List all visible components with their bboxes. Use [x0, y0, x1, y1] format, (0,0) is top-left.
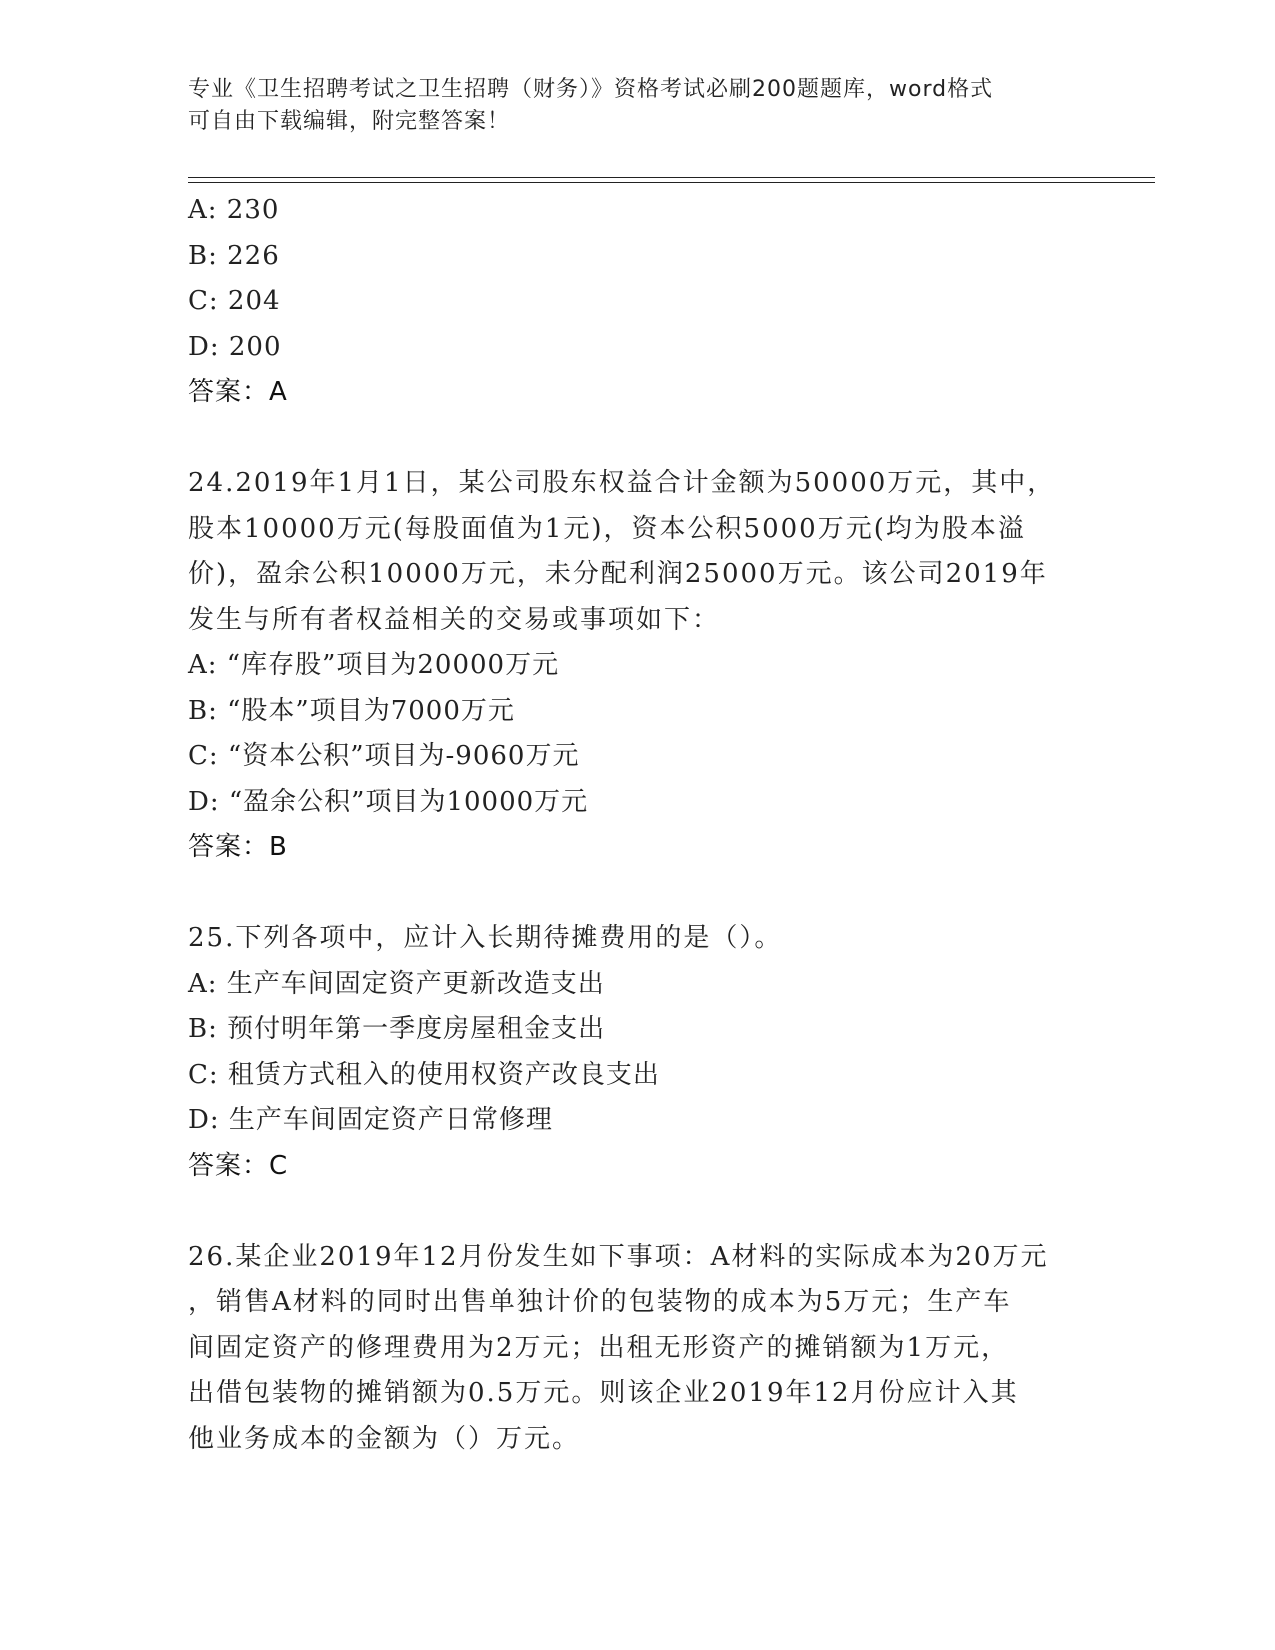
question-line: 25.下列各项中，应计入长期待摊费用的是（）。: [188, 923, 783, 953]
question-line: 价)，盈余公积10000万元，未分配利润25000万元。该公司2019年: [188, 559, 1048, 589]
answer: 答案：B: [188, 832, 288, 862]
answer: 答案：A: [188, 377, 288, 407]
option-c: C: “资本公积”项目为-9060万元: [188, 741, 580, 771]
question-text: [188, 1235, 1088, 1463]
option-d: D: “盈余公积”项目为10000万元: [188, 786, 589, 817]
question-content: [188, 188, 1088, 1462]
header-rule-bottom: [188, 182, 1155, 183]
document-header: [188, 74, 1068, 138]
question-text: [188, 916, 1088, 962]
question-line: 24.2019年1月1日，某公司股东权益合计金额为50000万元，其中，: [188, 468, 1056, 498]
question-line: 他业务成本的金额为（）万元。: [188, 1423, 581, 1454]
question-24: [188, 461, 1088, 871]
question-26: [188, 1235, 1088, 1463]
spacer: [188, 871, 1088, 917]
header-line-2: 可自由下载编辑，附完整答案！: [188, 109, 511, 134]
option-a: A: 生产车间固定资产更新改造支出: [188, 968, 605, 999]
question-line: 股本10000万元(每股面值为1元)，资本公积5000万元(均为股本溢: [188, 513, 1026, 544]
option-d: D: 200: [188, 331, 282, 362]
spacer: [188, 1189, 1088, 1235]
question-line: 间固定资产的修理费用为2万元；出租无形资产的摊销额为1万元，: [188, 1332, 1010, 1363]
question-line: 发生与所有者权益相关的交易或事项如下：: [188, 604, 721, 635]
question-text: [188, 461, 1088, 643]
question-line: 出借包装物的摊销额为0.5万元。则该企业2019年12月份应计入其: [188, 1378, 1019, 1408]
question-25: [188, 916, 1088, 1189]
question-23: [188, 188, 1088, 416]
answer: 答案：C: [188, 1150, 289, 1181]
option-b: B: 预付明年第一季度房屋租金支出: [188, 1014, 606, 1044]
header-line-1: 专业《卫生招聘考试之卫生招聘（财务）》资格考试必刷200题题库，word格式: [188, 77, 994, 102]
option-a: A: 230: [188, 195, 280, 225]
option-c: C: 204: [188, 286, 281, 316]
option-b: B: “股本”项目为7000万元: [188, 695, 515, 726]
question-line: ，销售A材料的同时出售单独计价的包装物的成本为5万元；生产车: [188, 1287, 1012, 1317]
option-d: D: 生产车间固定资产日常修理: [188, 1105, 553, 1135]
question-line: 26.某企业2019年12月份发生如下事项：A材料的实际成本为20万元: [188, 1241, 1049, 1272]
header-rule-top: [188, 177, 1155, 178]
option-a: A: “库存股”项目为20000万元: [188, 650, 560, 680]
option-b: B: 226: [188, 240, 280, 271]
option-c: C: 租赁方式租入的使用权资产改良支出: [188, 1059, 660, 1090]
spacer: [188, 416, 1088, 462]
